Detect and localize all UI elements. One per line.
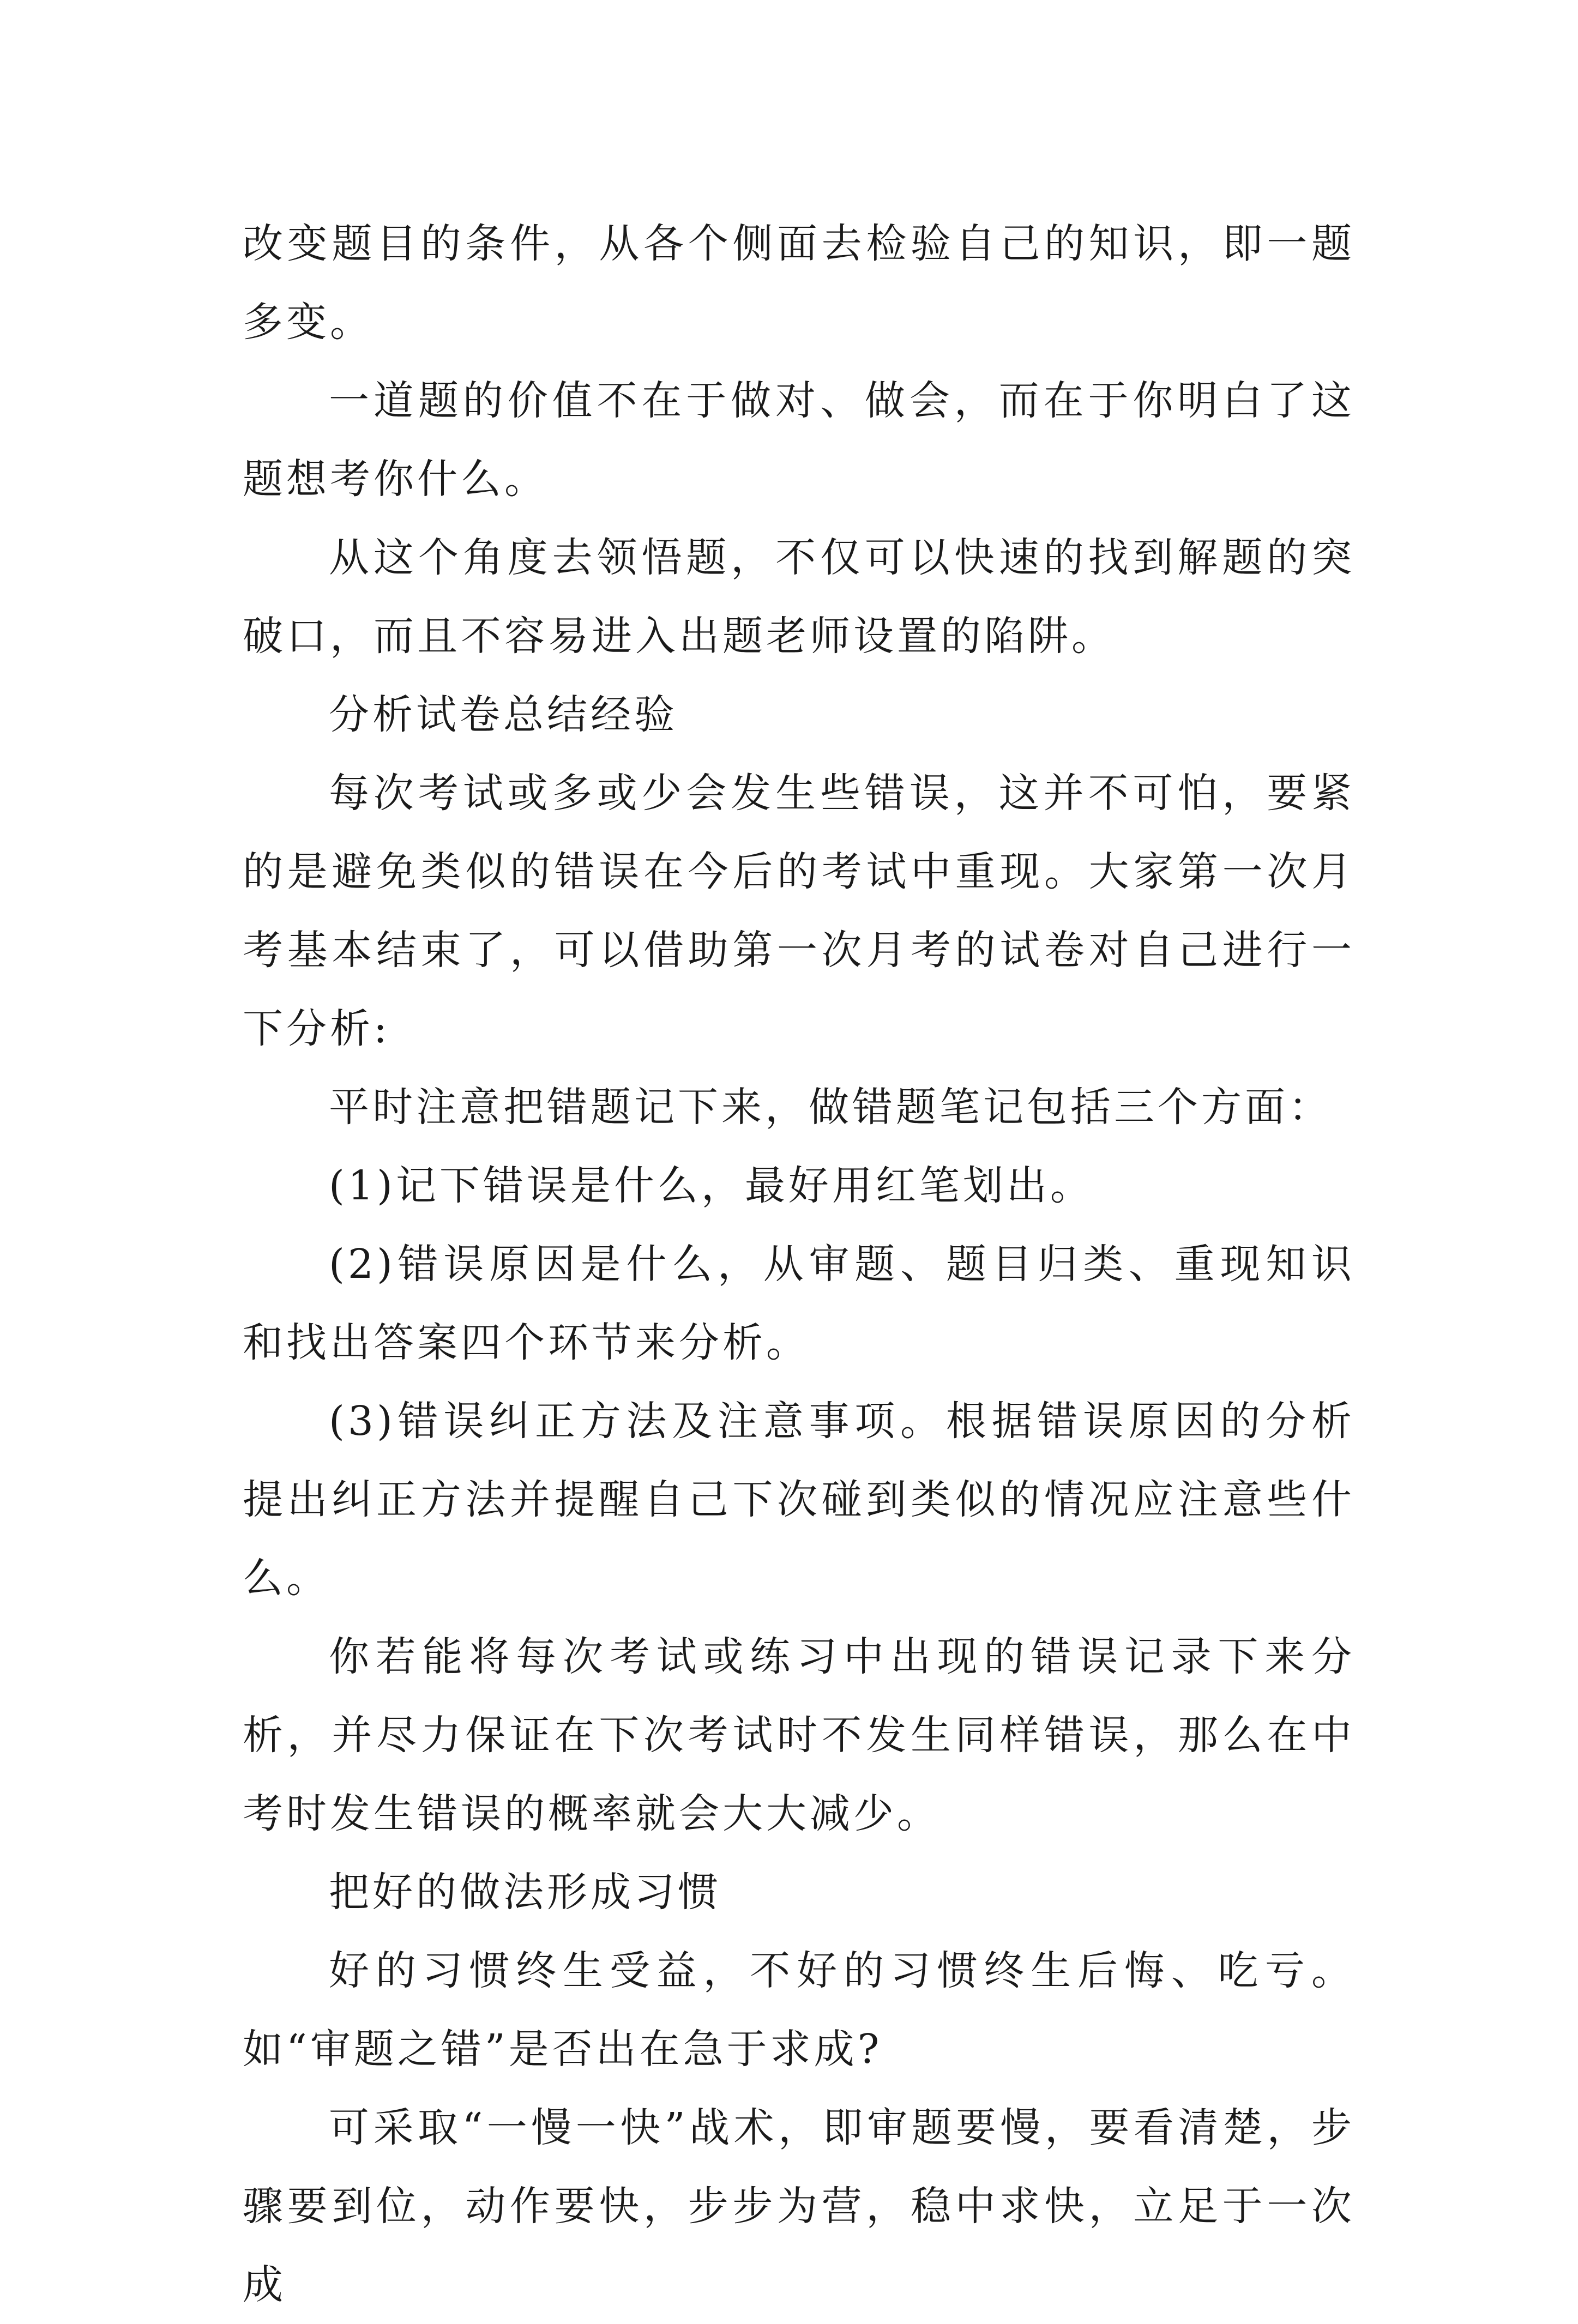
paragraph: 可采取“一慢一快”战术，即审题要慢，要看清楚，步骤要到位，动作要快，步步为营，稳中求快，立足于一次成 <box>243 2104 1355 2308</box>
paragraph-continuation: 改变题目的条件，从各个侧面去检验自己的知识，即一题多变。 <box>243 220 1355 346</box>
list-item-2: (2)错误原因是什么，从审题、题目归类、重现知识和找出答案四个环节来分析。 <box>243 1241 1355 1366</box>
list-item-3: (3)错误纠正方法及注意事项。根据错误原因的分析提出纠正方法并提醒自己下次碰到类似的情况应注意些什么。 <box>243 1398 1355 1602</box>
paragraph: 每次考试或多或少会发生些错误，这并不可怕，要紧的是避免类似的错误在今后的考试中重现。大家第一次月考基本结束了，可以借助第一次月考的试卷对自己进行一下分析: <box>243 770 1355 1052</box>
section-heading: 把好的做法形成习惯 <box>329 1869 721 1916</box>
list-item-1: (1)记下错误是什么，最好用红笔划出。 <box>329 1162 1094 1209</box>
paragraph: 一道题的价值不在于做对、做会，而在于你明白了这题想考你什么。 <box>243 377 1355 503</box>
paragraph: 好的习惯终生受益，不好的习惯终生后悔、吃亏。如“审题之错”是否出在急于求成? <box>243 1947 1355 2073</box>
paragraph: 从这个角度去领悟题，不仅可以快速的找到解题的突破口，而且不容易进入出题老师设置的陷阱。 <box>243 534 1355 660</box>
paragraph: 你若能将每次考试或练习中出现的错误记录下来分析，并尽力保证在下次考试时不发生同样错误，那么在中考时发生错误的概率就会大大减少。 <box>243 1633 1355 1837</box>
document-body <box>243 204 1355 2324</box>
paragraph: 平时注意把错题记下来，做错题笔记包括三个方面： <box>329 1084 1332 1131</box>
section-heading: 分析试卷总结经验 <box>329 691 678 738</box>
